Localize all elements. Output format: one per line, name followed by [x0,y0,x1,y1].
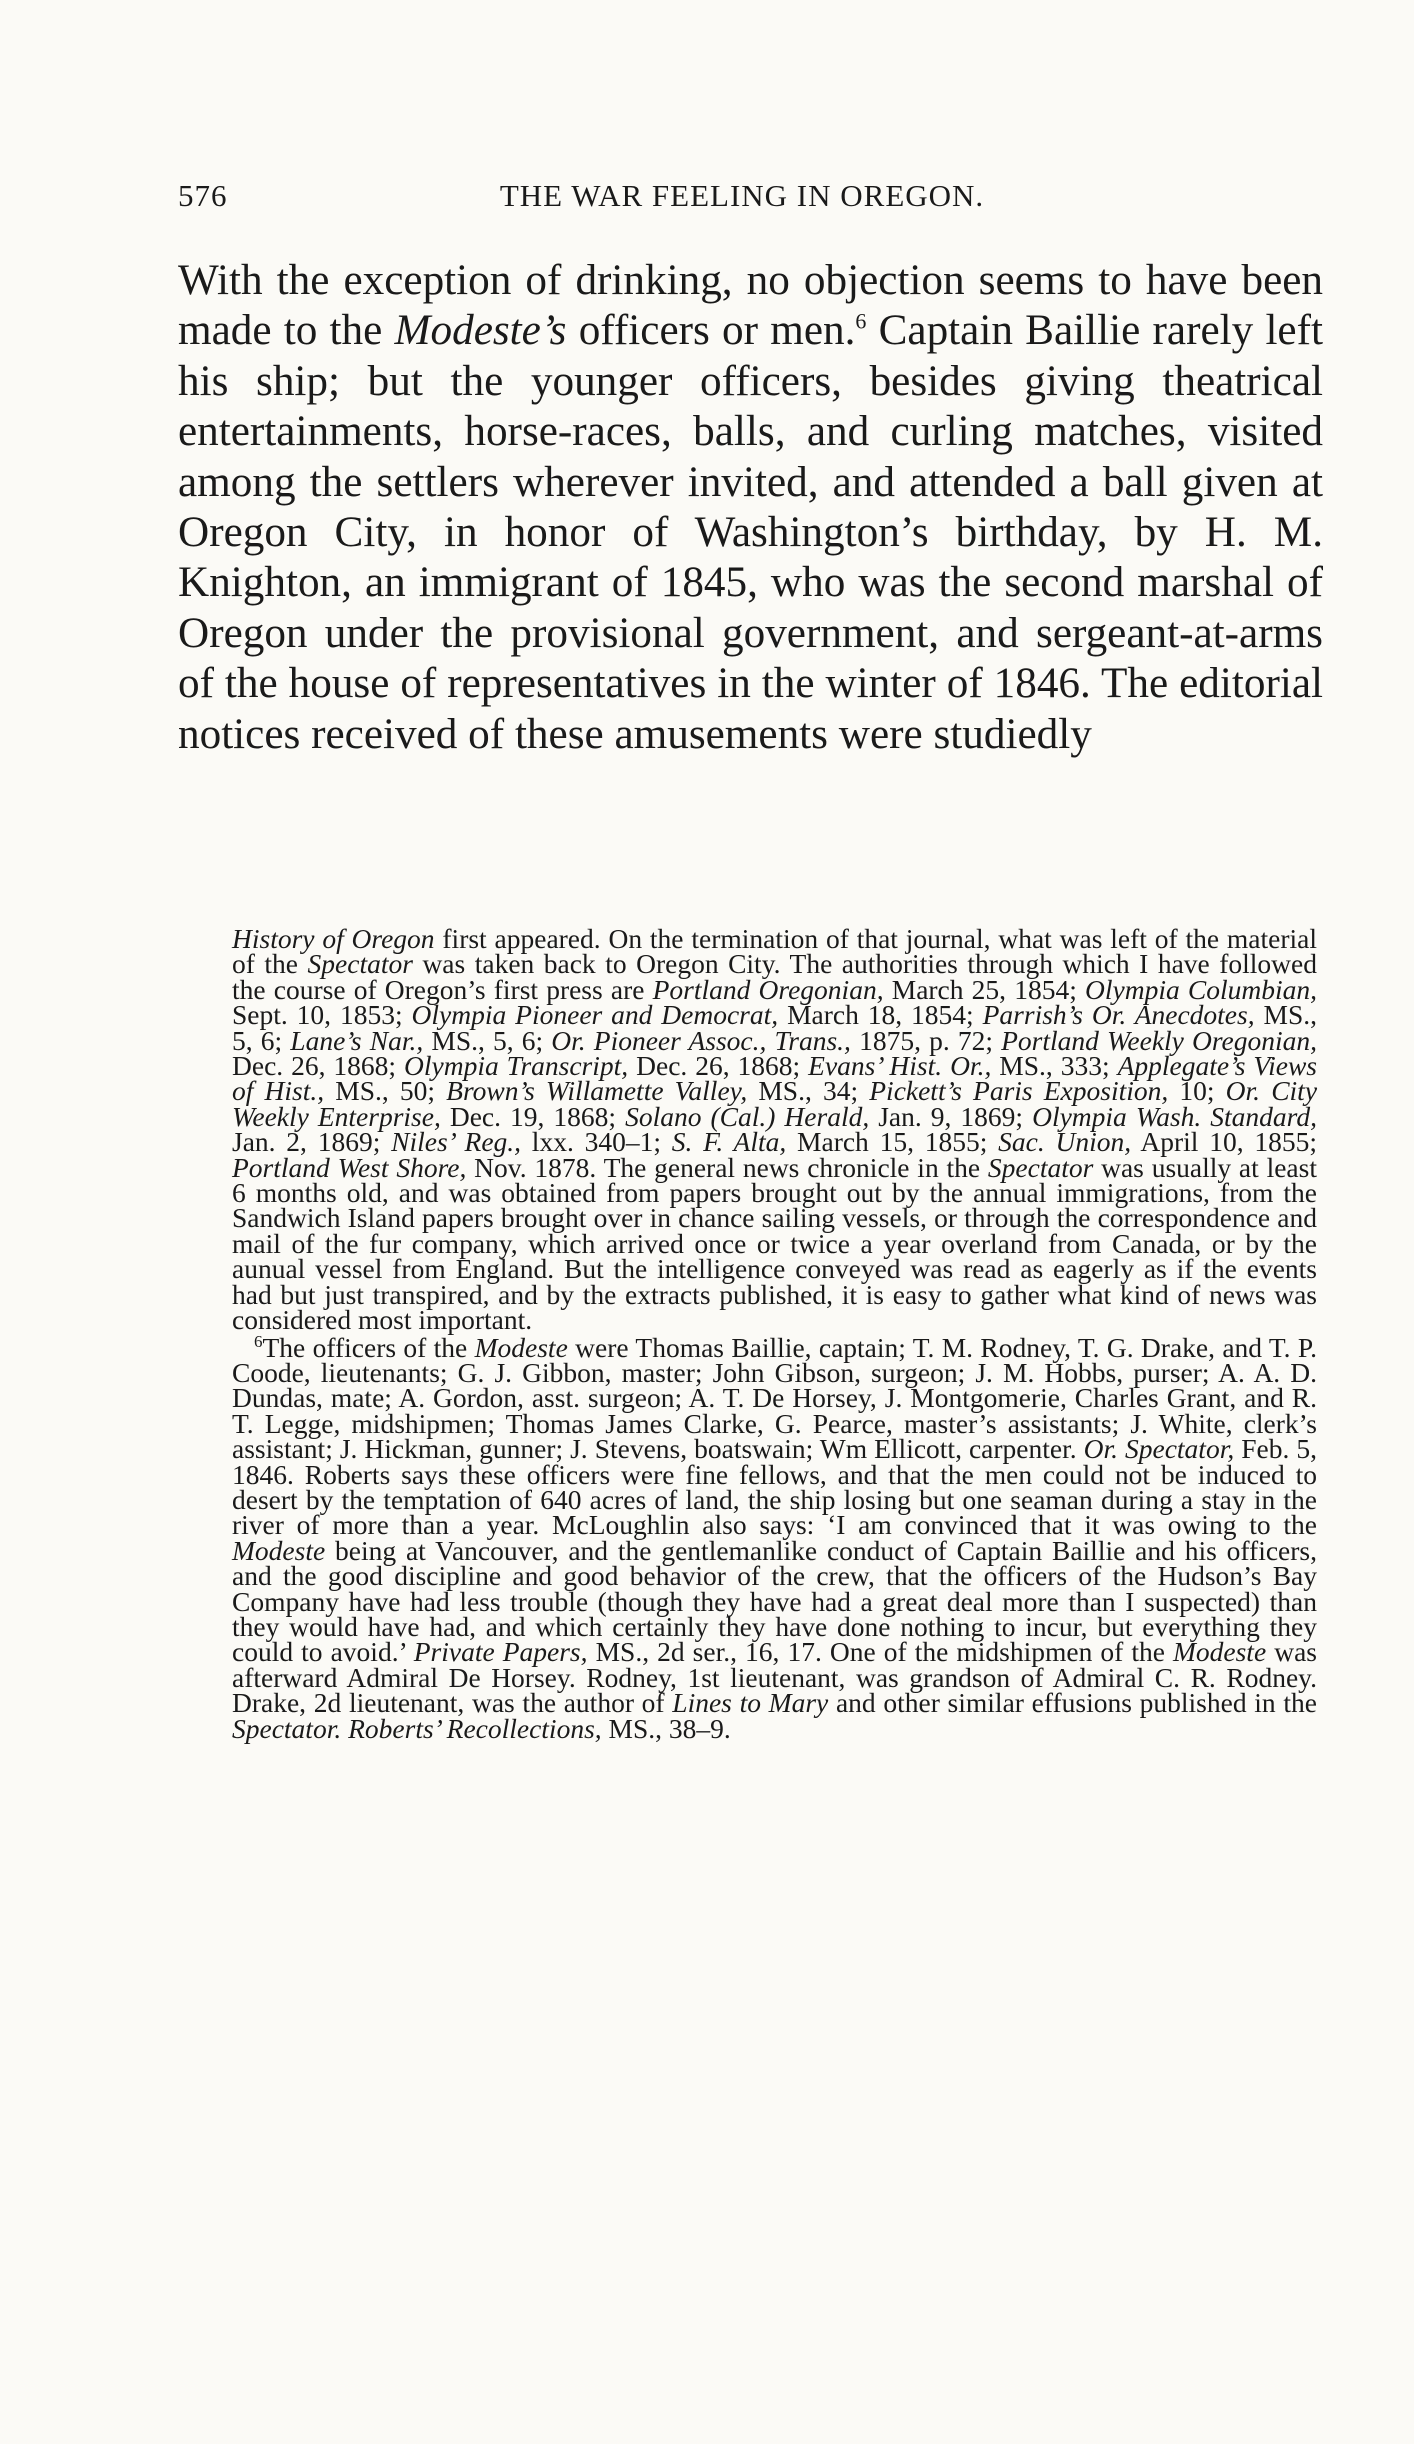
text-run: Dec. 26, 1868; [232,1050,405,1082]
text-run: MS., 38–9. [601,1712,731,1744]
italic-text: Private Papers, [413,1636,588,1668]
text-run: being at Vancouver, and the gentlemanlike conduct of Captain Baillie and his officers, and the good discipline and good behavior of the crew, that the officers of the Hudson’s Bay Company have had less trouble (though they have had a great deal more than I suspected) than they would have had, and which certainly they have done nothing to incur, but everything they could to avoid.’ [232,1534,1317,1668]
italic-text: Or. Pioneer Assoc., Trans., [551,1024,851,1056]
italic-text: Or. Spectator, [1083,1433,1235,1465]
italic-text: Or. City Weekly Enterprise, [232,1075,1318,1132]
text-run: Dec. 19, 1868; [440,1100,626,1132]
text-run: MS., 34; [747,1075,870,1107]
footnote-marker: 6 [855,309,867,335]
text-run: The officers of the [262,1331,475,1363]
footnote-6 [232,1331,1317,1744]
text-run: April 10, 1855; [1131,1126,1317,1158]
italic-text: Roberts’ Recollections, [348,1712,602,1744]
text-run: were Thomas Baillie, captain; T. M. Rodney, T. G. Drake, and T. P. Coode, lieutenants; G. J. Gibbon, master; John Gibson, surgeon; J. M. Hobbs, purser; A. A. D. Dundas, mate; A. Gordon, asst. surgeon; A. T. De Horsey, J. Montgomerie, Charles Grant, and R. T. Legge, midshipmen; Thomas James Clarke, G. Pearce, master’s assistants; J. White, clerk’s assistant; J. Hickman, gunner; J. Stevens, boatswain; Wm Ellicott, carpenter. [232,1331,1317,1465]
italic-text: Solano (Cal.) Herald, [625,1100,870,1132]
text-run: MS., 2d ser., 16, 17. One of the midshipmen of the [587,1636,1173,1668]
footnote-continued [232,923,1318,1336]
text-run: lxx. 340–1; [521,1126,672,1158]
text-run: March 15, 1855; [786,1126,999,1158]
italic-text: Pickett’s Paris Exposition, [869,1075,1169,1107]
italic-text: Lane’s Nar., [290,1024,424,1056]
text-run: Sept. 10, 1853; [232,999,412,1031]
text-run: was afterward Admiral De Horsey. Rodney, 1st lieutenant, was grandson of Admiral C. R. Rodney. Drake, 2d lieutenant, was the author of [232,1636,1317,1719]
text-run: and other similar effusions published in the [828,1687,1317,1719]
text-run: March 18, 1854; [778,999,983,1031]
text-run: Jan. 9, 1869; [869,1100,1033,1132]
text-run: Feb. 5, 1846. Roberts says these officers were fine fellows, and that the men could not be induced to desert by the temptation of 640 acres of land, the ship losing but one seaman during a stay in the river of more than a year. McLoughlin also says: ‘I am convinced that it was owing to the [232,1433,1317,1541]
italic-text: Modeste [1172,1636,1267,1668]
italic-text: Portland Weekly Oregonian, [1001,1024,1318,1056]
text-run: Nov. 1878. The general news chronicle in the [466,1151,988,1183]
text-run: 1875, p. 72; [850,1024,1002,1056]
italic-text: Applegate’s Views of Hist., [232,1050,1317,1107]
italic-text: Modeste [232,1534,326,1566]
italic-text: Olympia Columbian, [1085,973,1317,1005]
text-run: was taken back to Oregon City. The authorities through which I have followed the course of Oregon’s first press are [232,948,1317,1005]
text-run: first appeared. On the termination of that journal, what was left of the material of the [232,923,1317,980]
running-head [178,170,1306,218]
text-run: With the exception of drinking, no objection seems to have been made to the [178,257,1323,355]
italic-text: History of Oregon [232,923,435,954]
italic-text: Niles’ Reg., [391,1126,522,1158]
text-run: MS., 333; [991,1050,1118,1082]
text-run: Jan. 2, 1869; [232,1126,392,1158]
italic-text: Lines to Mary [672,1687,829,1719]
italic-text: Modeste [474,1331,568,1363]
text-run: MS., 5, 6; [423,1024,552,1056]
italic-text: Portland West Shore, [232,1151,467,1183]
italic-text: Olympia Wash. Standard, [1032,1100,1317,1132]
italic-text: Modeste’s [394,307,567,355]
text-run: officers or men. [566,307,856,355]
italic-text: Portland Oregonian, [652,973,884,1005]
text-run: was usually at least 6 months old, and was obtained from papers brought out by the annual immigrations, from the Sandwich Island papers brought over in chance sailing vessels, or through the correspondence and mail of the fur company, which arrived once or twice a year overland from Canada, or by the aunual vessel from England. But the intelligence conveyed was read as eagerly as if the events had but just transpired, and by the extracts published, it is easy to gather what kind of news was considered most important. [232,1151,1317,1336]
italic-text: Brown’s Willamette Valley, [446,1075,748,1107]
text-run: March 25, 1854; [883,973,1086,1005]
italic-text: Spectator [987,1151,1094,1183]
italic-text: Olympia Pioneer and Democrat, [411,999,779,1031]
body-paragraph [178,256,1323,760]
footnotes [232,923,1318,1744]
text-run: 10; [1168,1075,1226,1107]
italic-text: Evans’ Hist. Or., [808,1050,992,1082]
italic-text: Sac. Union, [998,1126,1132,1158]
text-run: MS., 5, 6; [232,999,1318,1056]
text-run: Dec. 26, 1868; [628,1050,809,1082]
italic-text: S. F. Alta, [671,1126,787,1158]
italic-text: Olympia Transcript, [404,1050,629,1082]
text-run: Captain Baillie rarely left his ship; but the younger officers, besides giving theatrical entertainments, horse-races, balls, and curling matches, visited among the settlers wherever invited, and attended a ball given at Oregon City, in honor of Washington’s birthday, by H. M. Knighton, an immigrant of 1845, who was the second marshal of Oregon under the provisional government, and sergeant-at-arms of the house of representatives in the winter of 1846. The editorial notices received of these amusements were studiedly [178,307,1323,758]
italic-text: Spectator. [232,1712,342,1744]
text-run: MS., 50; [324,1075,447,1107]
page-number: 576 [178,178,228,213]
italic-text: Parrish’s Or. Anecdotes, [982,999,1255,1031]
running-title: THE WAR FEELING IN OREGON. [499,178,985,213]
italic-text: Spectator [307,948,413,980]
footnote-marker: 6 [254,1331,263,1351]
